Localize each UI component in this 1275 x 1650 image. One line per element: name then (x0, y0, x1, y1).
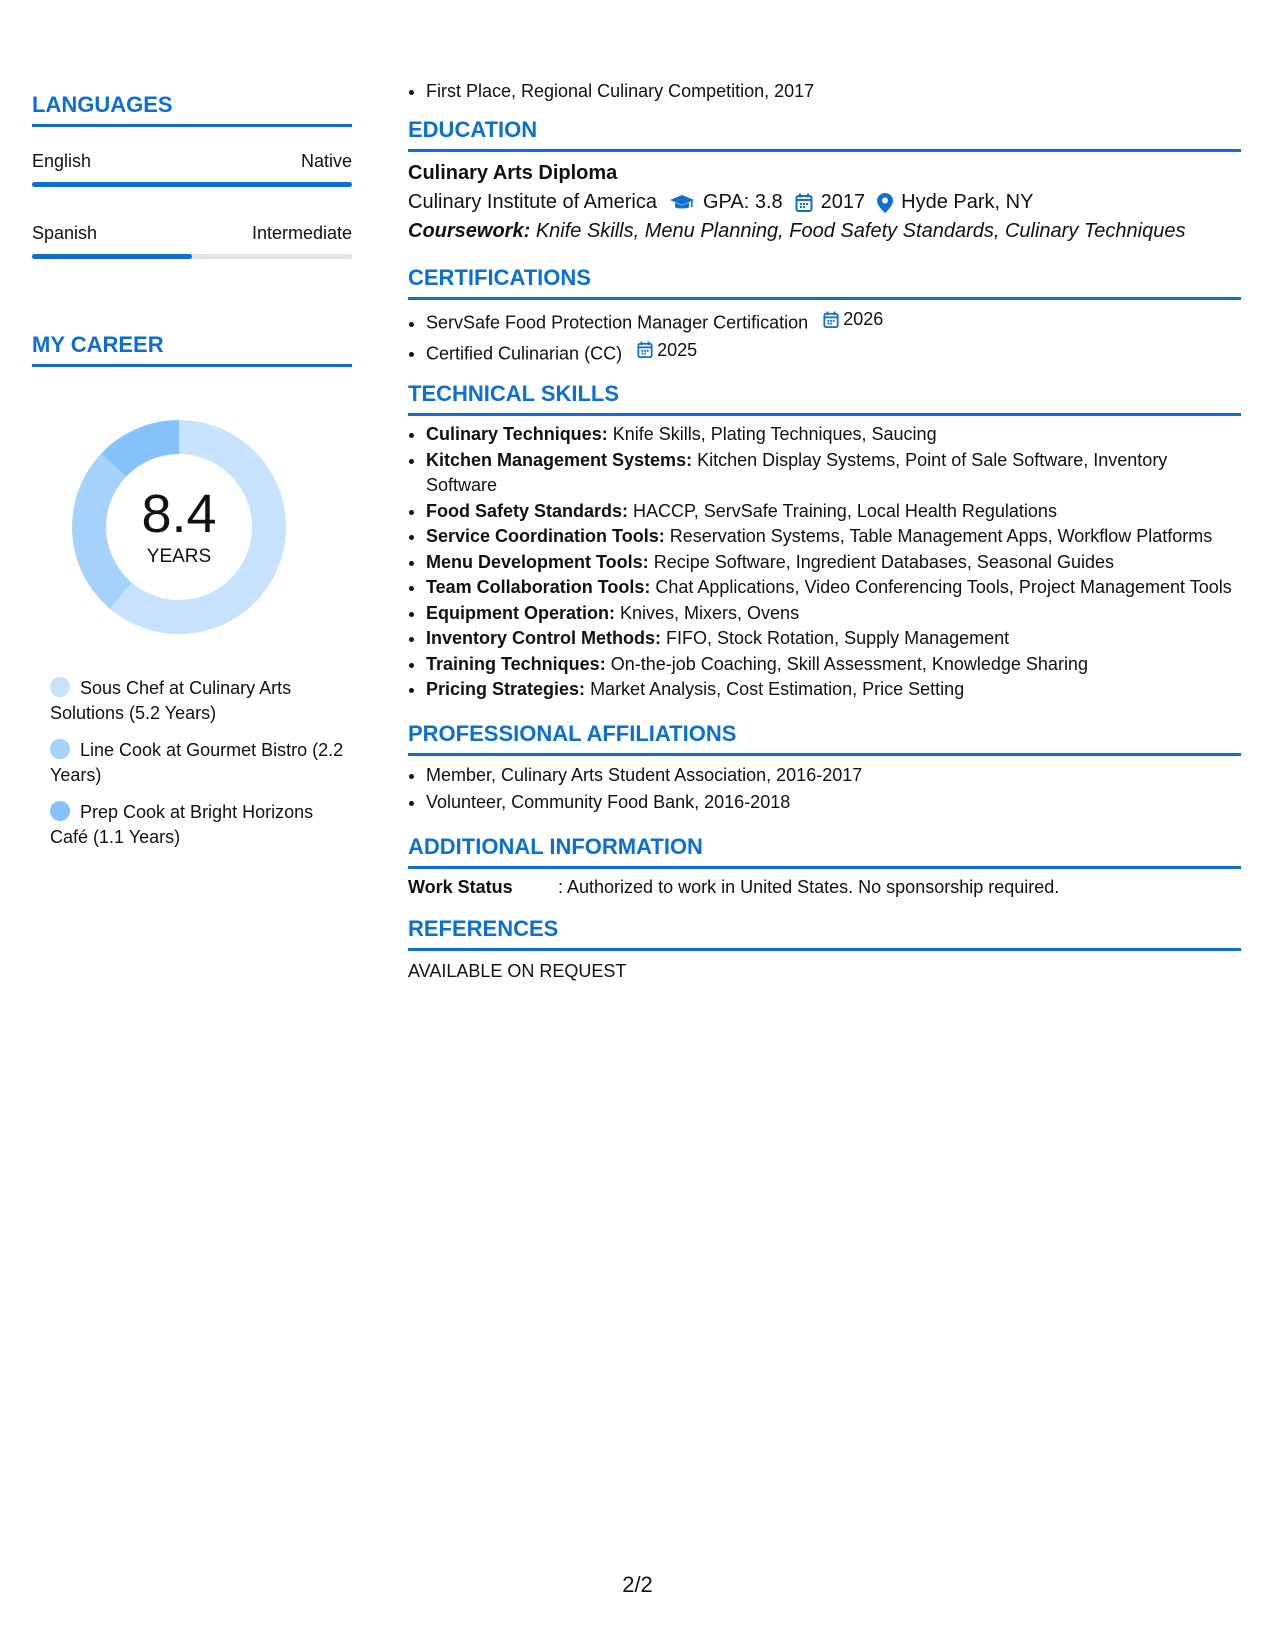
skills-section (408, 381, 1241, 703)
career-legend-item (50, 800, 350, 850)
language-name: English (32, 151, 92, 171)
education-year: 2017 (820, 191, 866, 213)
skill-label: Equipment Operation: (426, 602, 615, 623)
skill-text: Market Analysis, Cost Estimation, Price Setting (590, 679, 965, 699)
skill-label: Pricing Strategies: (426, 679, 586, 699)
affiliations-section (408, 721, 1241, 816)
career-legend-item (50, 738, 350, 788)
skill-item (426, 524, 1241, 550)
skill-item (426, 550, 1241, 576)
additional-title: ADDITIONAL INFORMATION (408, 834, 1241, 869)
skill-text: Recipe Software, Ingredient Databases, Seasonal Guides (653, 551, 1114, 572)
certification-name: Certified Culinarian (CC) (426, 343, 623, 363)
skill-label: Culinary Techniques: (426, 424, 608, 444)
skills-title: TECHNICAL SKILLS (408, 381, 1241, 416)
skill-text: Reservation Systems, Table Management Apps, Workflow Platforms (669, 526, 1213, 546)
skill-item (426, 448, 1241, 499)
language-proficiency-bar (32, 182, 352, 187)
calendar-icon (637, 341, 653, 359)
language-item (32, 223, 352, 259)
education-location: Hyde Park, NY (901, 191, 1034, 213)
calendar-icon (795, 193, 813, 213)
skill-text: Knife Skills, Plating Techniques, Saucing (612, 424, 937, 444)
skill-label: Kitchen Management Systems: (426, 449, 693, 470)
certification-date (637, 337, 697, 364)
skill-item (426, 652, 1241, 678)
certifications-title: CERTIFICATIONS (408, 265, 1241, 300)
skill-label: Menu Development Tools: (426, 551, 649, 572)
references-section (408, 916, 1241, 982)
skill-label: Training Techniques: (426, 653, 606, 674)
legend-dot (50, 739, 70, 759)
awards-list (408, 78, 1241, 105)
affiliations-list (408, 762, 1241, 816)
coursework-text: Knife Skills, Menu Planning, Food Safety Standards, Culinary Techniques (535, 220, 1186, 242)
languages-section (32, 92, 352, 259)
career-donut-chart (66, 414, 292, 640)
certification-item (426, 306, 1241, 337)
education-gpa: GPA: 3.8 (703, 191, 783, 213)
skill-item (426, 575, 1241, 601)
graduation-cap-icon (669, 194, 695, 212)
career-legend-label: Sous Chef at Culinary Arts Solutions (5.2 Years) (50, 678, 292, 723)
references-text: AVAILABLE ON REQUEST (408, 960, 627, 981)
work-status-value: : Authorized to work in United States. No sponsorship required. (558, 876, 1060, 897)
list-item: • First Place, Regional Culinary Competition, 2017 (426, 78, 1241, 105)
career-legend-label: Line Cook at Gourmet Bistro (2.2 Years) (50, 740, 344, 785)
skill-label: Service Coordination Tools: (426, 526, 665, 546)
education-coursework (408, 220, 1241, 243)
education-school: Culinary Institute of America (408, 191, 657, 213)
affiliation-item: • Member, Culinary Arts Student Association, 2016-2017 (426, 762, 1241, 789)
skill-text: Chat Applications, Video Conferencing Tools, Project Management Tools (655, 577, 1232, 597)
skill-item (426, 601, 1241, 627)
language-level: Native (300, 151, 352, 171)
career-section (32, 332, 352, 367)
calendar-icon (823, 311, 839, 329)
skills-list (408, 422, 1241, 703)
skill-item (426, 626, 1241, 652)
language-item (32, 151, 352, 187)
certification-date (823, 306, 883, 333)
skill-text: HACCP, ServSafe Training, Local Health Regulations (633, 500, 1057, 521)
skill-label: Food Safety Standards: (426, 500, 629, 521)
certifications-list (408, 306, 1241, 367)
work-status-label: Work Status (408, 876, 513, 897)
skill-text: Kitchen Display Systems, Point of Sale Software, Inventory Software (426, 449, 1168, 495)
language-name: Spanish (32, 223, 98, 243)
language-proficiency-fill (32, 254, 192, 259)
work-status-row (408, 877, 1241, 898)
skill-item (426, 422, 1241, 448)
certification-item (426, 337, 1241, 368)
certifications-section (408, 265, 1241, 367)
affiliations-title: PROFESSIONAL AFFILIATIONS (408, 721, 1241, 756)
language-level: Intermediate (251, 223, 352, 243)
career-title: MY CAREER (32, 332, 352, 367)
education-section (408, 117, 1241, 243)
skill-label: Inventory Control Methods: (426, 628, 661, 648)
certification-year: 2026 (843, 309, 884, 329)
skill-text: Knives, Mixers, Ovens (620, 602, 800, 623)
main-content (408, 0, 1241, 982)
education-details (408, 191, 1241, 214)
references-title: REFERENCES (408, 916, 1241, 951)
education-title: EDUCATION (408, 117, 1241, 152)
skill-item (426, 499, 1241, 525)
career-legend-label: Prep Cook at Bright Horizons Café (1.1 Years) (50, 802, 314, 847)
career-legend-item (50, 676, 350, 726)
additional-section (408, 834, 1241, 898)
career-total-unit: YEARS (146, 546, 212, 567)
skill-text: On-the-job Coaching, Skill Assessment, Knowledge Sharing (610, 653, 1088, 674)
location-pin-icon (877, 193, 893, 213)
skill-text: FIFO, Stock Rotation, Supply Management (666, 628, 1010, 648)
career-legend (50, 676, 350, 862)
legend-dot (50, 677, 70, 697)
certification-year: 2025 (657, 339, 698, 360)
certification-name: ServSafe Food Protection Manager Certification (426, 312, 809, 333)
page-number: 2/2 (622, 1572, 653, 1597)
skill-item (426, 677, 1241, 703)
language-proficiency-fill (32, 182, 352, 187)
affiliation-item: • Volunteer, Community Food Bank, 2016-2018 (426, 789, 1241, 816)
languages-title: LANGUAGES (32, 92, 352, 127)
skill-label: Team Collaboration Tools: (426, 577, 651, 597)
language-proficiency-bar (32, 254, 352, 259)
coursework-label: Coursework: (408, 220, 531, 242)
career-total-years: 8.4 (141, 484, 217, 544)
legend-dot (50, 801, 70, 821)
education-degree: Culinary Arts Diploma (408, 162, 618, 184)
